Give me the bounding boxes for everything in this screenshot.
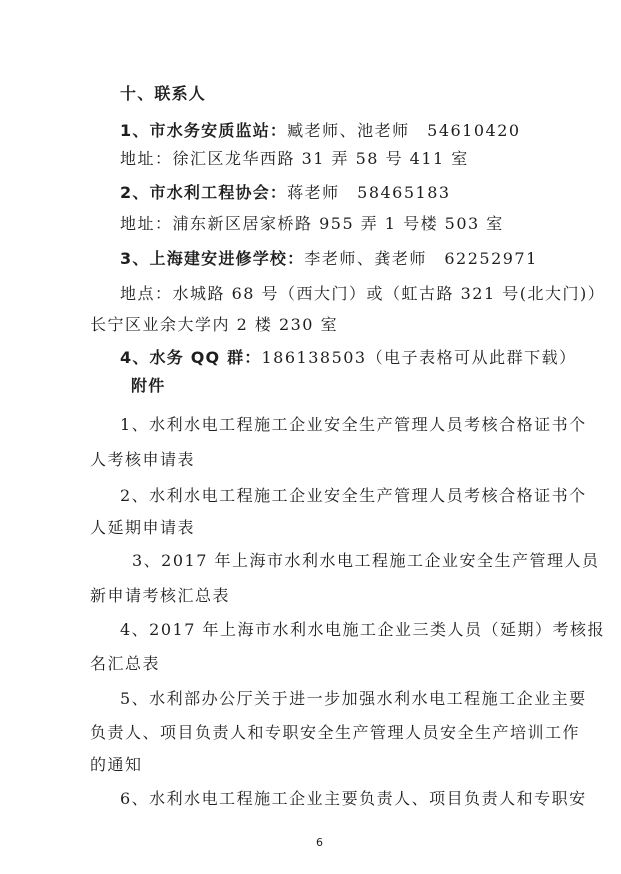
contact-4-value: 186138503（电子表格可从此群下载） — [261, 348, 577, 367]
contact-1 — [120, 120, 521, 142]
contact-2-label: 2、市水利工程协会： — [120, 183, 288, 202]
contact-3-address-1: 地点：水城路 68 号（西大门）或（虹古路 321 号(北大门)） — [120, 284, 606, 303]
attachment-4-line1: 4、2017 年上海市水利水电施工企业三类人员（延期）考核报 — [120, 620, 605, 639]
contact-3-address-2: 长宁区业余大学内 2 楼 230 室 — [90, 315, 339, 334]
contact-3-value: 李老师、龚老师 62252971 — [304, 249, 538, 268]
contact-3-label: 3、上海建安进修学校： — [120, 249, 305, 268]
attachment-5-line1: 5、水利部办公厅关于进一步加强水利水电工程施工企业主要 — [120, 689, 587, 708]
contact-1-value: 臧老师、池老师 54610420 — [287, 121, 521, 140]
attachment-2-line2: 人延期申请表 — [90, 518, 196, 537]
contact-2-value: 蒋老师 58465183 — [287, 183, 451, 202]
attachment-1-line2: 人考核申请表 — [90, 450, 196, 469]
attachment-5-line2: 负责人、项目负责人和专职安全生产管理人员安全生产培训工作 — [90, 723, 581, 742]
attachments-title: 附件 — [131, 376, 166, 395]
attachment-1-line1: 1、水利水电工程施工企业安全生产管理人员考核合格证书个 — [120, 415, 587, 434]
attachment-4-line2: 名汇总表 — [90, 654, 161, 673]
contact-4 — [120, 347, 577, 369]
contact-4-label: 4、水务 QQ 群： — [120, 348, 262, 367]
attachment-3-line1: 3、2017 年上海市水利水电工程施工企业安全生产管理人员 — [132, 551, 600, 570]
attachment-2-line1: 2、水利水电工程施工企业安全生产管理人员考核合格证书个 — [120, 486, 587, 505]
attachment-5-line3: 的通知 — [90, 755, 143, 774]
contact-1-address: 地址：徐汇区龙华西路 31 弄 58 号 411 室 — [120, 149, 469, 168]
attachment-6-line1: 6、水利水电工程施工企业主要负责人、项目负责人和专职安 — [120, 789, 587, 808]
contact-3 — [120, 248, 538, 270]
contact-2-address: 地址：浦东新区居家桥路 955 弄 1 号楼 503 室 — [120, 214, 504, 233]
contact-1-label: 1、市水务安质监站： — [120, 121, 288, 140]
contact-2 — [120, 182, 451, 204]
page-number: 6 — [316, 836, 323, 849]
attachment-3-line2: 新申请考核汇总表 — [90, 586, 231, 605]
section-heading: 十、联系人 — [120, 84, 207, 103]
